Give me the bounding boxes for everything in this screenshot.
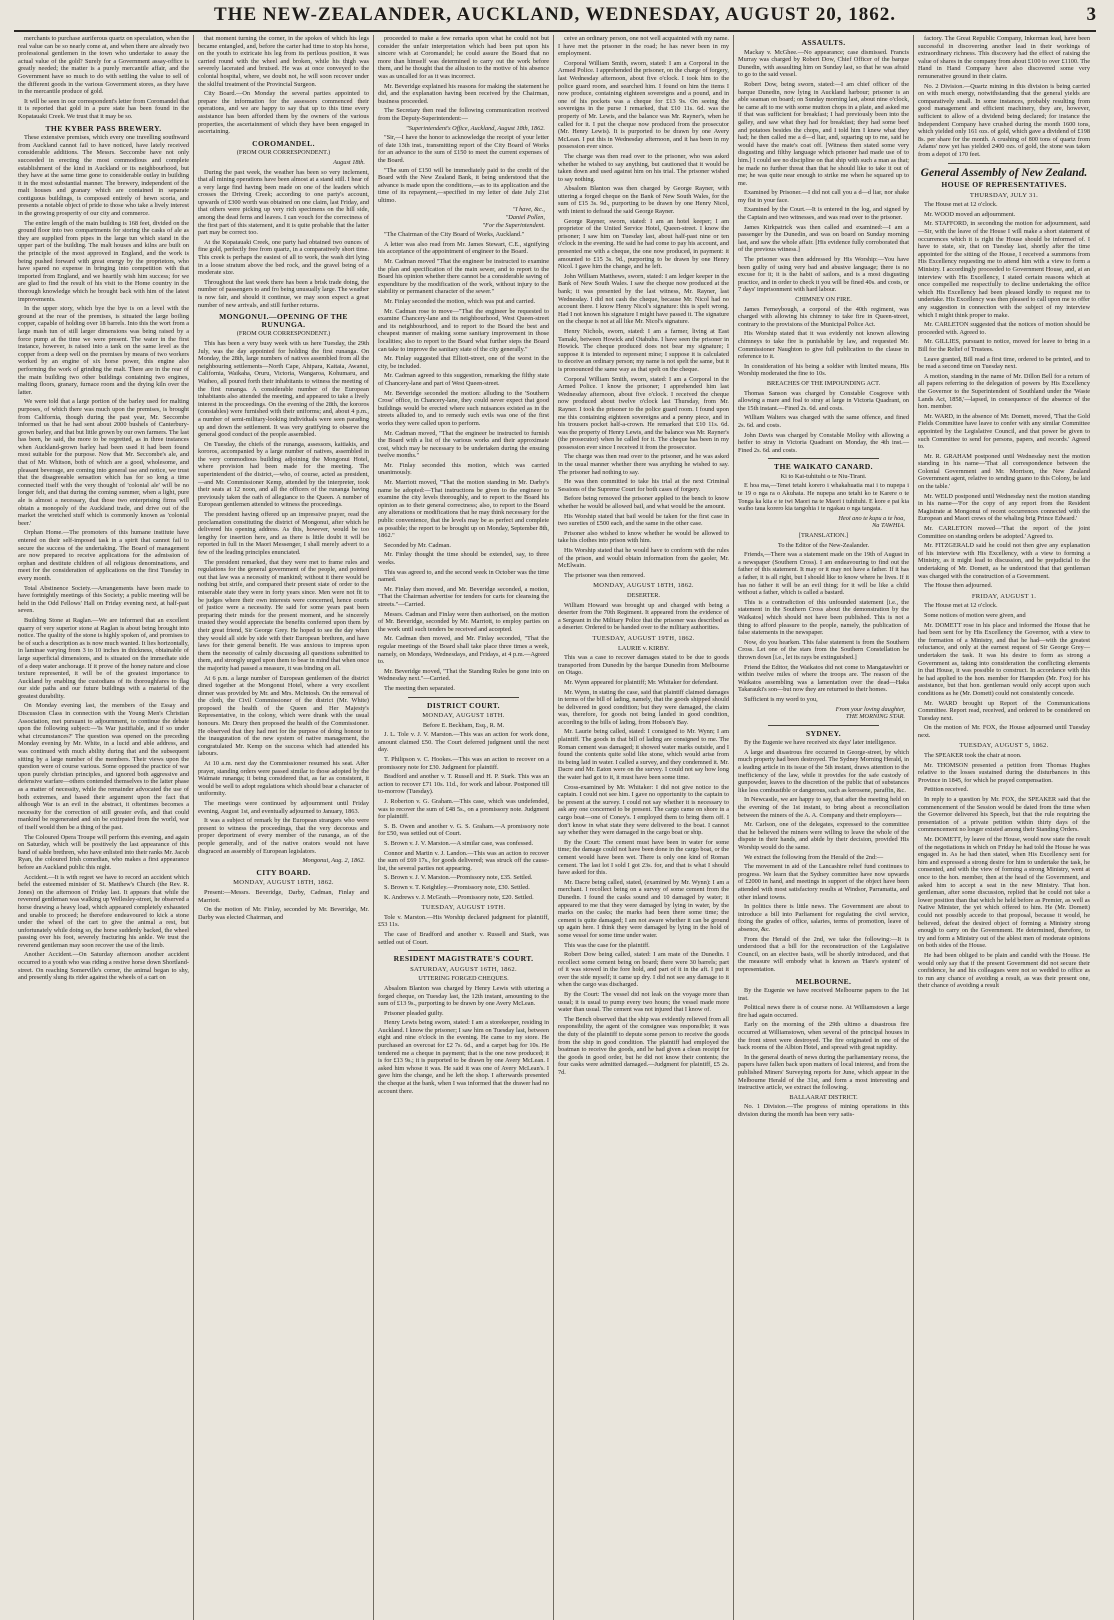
sub-heading: (FROM OUR CORRESPONDENT.) <box>236 330 331 338</box>
article-paragraph: Absalom Blanton was then charged by George Rayner, with uttering a forged cheque on the Bank of New South Wales, for the sum of £15 3s. 9d., purporting to be drawn by one Henry Nicol, with intent to defraud the said George Rayner. <box>558 185 729 216</box>
article-paragraph: John Davis was charged by Constable Molloy with allowing a heifer to stray in Victoria Quadrant on Monday, the 4th inst.—Fined 2s. 6d. and costs. <box>738 431 909 454</box>
signature-line: Heoi ano te kupu a te hoa, Na TAWHIA. <box>838 514 905 530</box>
article-paragraph: He had been obliged to be plain and candid with the House. He would only say that if the present Government did not secure their confidence, he and his colleagues were not so wedded to office as to run any chance of avoiding a result, as was their present one, their chance of avoiding a result <box>918 951 1090 990</box>
section-heading: COROMANDEL. <box>252 138 315 148</box>
article-paragraph: At 10 a.m. next day the Commissioner resumed his seat. After prayer, standing orders were passed similar to those adopted by the Waimate runanga; it being considered that, as far as consistent, it would be well to adopt regulations which should bear a character of uniformity. <box>198 760 369 798</box>
article-paragraph: "The Chairman of the City Board of Works, Auckland." <box>384 231 525 239</box>
article-paragraph: Mr. Carlson, one of the delegates, expressed to the committee that he believed the miners were willing to leave the whole of the dispute in their hands, and abide by their decision, provided His Worship would do the same. <box>738 821 909 851</box>
article-paragraph: Mr. GILLIES, pursuant to notice, moved for leave to bring in a Bill for the Relief of Trustees. <box>918 338 1090 353</box>
article-paragraph: City Board.—On Monday the several parties appointed to prepare the information for the assessors commenced their operations, and we are happy to say that up to this time every assistance has been afforded them by the owners of the various properties, the ascertainment of which they have been engaged in ascertaining. <box>198 90 369 136</box>
article-paragraph: Political news there is of course none. At Williamstown a large fire had again occurred. <box>738 1004 909 1019</box>
article-paragraph: Mr. CARLETON suggested that the notices of motion should be proceeded with. Agreed to. <box>918 321 1090 336</box>
article-paragraph: At the Kopatauaki Creek, one party had obtained two ounces of fine gold, perfectly free from quartz, in a comparatively short time. This creek is perhaps the easiest of all to work, the wash dirt lying in a loose stratum above the bed rock, and the gravel being of a moderate size. <box>198 238 369 277</box>
article-paragraph: Bradford and another v. T. Russell and H. P. Stark. This was an action to recover £71 10s. 11d., for work and labour. Postponed till to-morrow (Tuesday). <box>378 773 549 796</box>
article-paragraph: J. L. Tole v. J. V. Marston.—This was an action for work done, amount claimed £50. The Court deferred judgment until the next day. <box>378 731 549 754</box>
article-paragraph: His Worship stated that bail would be taken for the first case in two sureties of £500 each, and the same in the other case. <box>558 512 729 528</box>
article-paragraph: This was the case for the plaintiff. <box>564 941 650 949</box>
article-paragraph: On the motion of Mr. FOX, the House adjourned until Tuesday next. <box>918 724 1090 739</box>
article-paragraph: Mr. WARD, in the absence of Mr. Domett, moved, 'That the Gold Fields Committee have leave to confer with any similar Committee appointed by the Legislative Council, and that power be given to such Committee to send for persons, papers, and records.' Agreed to. <box>918 412 1090 451</box>
article-paragraph: At 6 p.m. a large number of European gentlemen of the district dined together at the Mongonui Hotel, where a very excellent dinner was provided by Mr. and Mrs. McIntosh. On the removal of the cloth, the Civil Commissioner of the district (Mr. White) proposed the health of the Queen and Her Majesty's Representative, in the colony, which were drank with the usual honours. Mr. Drury then proposed the health of the Commissioner. He observed that they had met for the purpose of doing honour to the inauguration of the new system of native management, the congratulated Mr. Kemp on the success which had attended his labours. <box>198 674 369 758</box>
article-paragraph: This has been a very busy week with us here Tuesday, the 29th July, was the day appointed for holding the first runanga. On Monday, the 28th, large numbers of natives assembled from all the neighbouring settlements—North Cape, Ahipara, Kaitaia, Awanui, California, Waikaha, Oruru, Victoria, Wangaroa, Kohumaru, and Waiheo, all poured forth their inhabitants to witness the meeting of the first runanga. A considerable number of the European inhabitants also attended the meeting, and appeared to take a lively interest in the proceedings. On the evening of the 28th, the kororos (constables) were furnished with their uniforms; and, about 4 p.m., a number of semi-military-looking individuals were seen parading up and down the settlement. It was very gratifying to observe the general good conduct of the people assembled. <box>198 339 369 439</box>
article-paragraph: William Howard was brought up and charged with being a deserter from the 70th Regiment. It appeared from the evidence of a Sergeant in the Military Police that the prisoner was described as a deserter. Ordered to be handed over to the military authorities. <box>558 601 729 632</box>
article-paragraph: Seconded by Mr. Cadman. <box>384 541 451 549</box>
article-paragraph: Mr. Cadman then moved, and Mr. Finlay seconded, "That the regular meetings of the Board shall take place three times a week, namely, on Mondays, Wednesdays, and Fridays, at 4 p.m.—Agreed to. <box>378 635 549 666</box>
article-paragraph: Corporal William Smith, sworn, stated: I am a Corporal in the Armed Police. I apprehended the prisoner, on the charge of forgery, last Wednesday afternoon, about five o'clock. I took him to the police guard room, and searched him. I found on him the items I now produce, containing eighteen sovereigns and a pound, and in one of his pockets was a cheque for £13 9s. On seeing the sovereigns in the purse I remarked, that £10 11s. 6d. was the property of Mr. Lewis, and the balance was Mr. Rayner's, when he called for it. I put the cheque now produced from the prosecutor (Mr. Henry Lewis). It is purported to be drawn by one Avery McLean. I put this in Wednesday afternoon, and it has been in my possession ever since. <box>558 59 729 151</box>
article-paragraph: Total Abstinence Society.—Arrangements have been made to have fortnightly meetings of this Society; a public meeting will be held in the Odd Fellows' Hall on Friday evening next, at half-past seven. <box>18 584 189 615</box>
article-paragraph: Mr. CARLETON moved—'That the report of the joint Committee on standing orders be adopted.' Agreed to. <box>918 525 1090 540</box>
article-paragraph: Mr. THOMSON presented a petition from Thomas Hughes relative to the losses sustained during the disturbances in this Province in 1845, for which he prayed compensation. <box>918 761 1090 784</box>
article-paragraph: A letter was also read from Mr. James Stewart, C.E., signifying his acceptance of the appointment of engineer to the Board. <box>378 240 549 256</box>
signature-line: From your loving daughter, THE MORNING STAR. <box>835 705 905 721</box>
article-paragraph: In Newcastle, we are happy to say, that after the meeting held on the evening of the 1st instant, to bring about a reconciliation between the miners of the A. A. Company and their employers— <box>738 796 909 819</box>
article-paragraph: The meetings were continued by adjournment until Friday evening, August 1st, and eventually adjourned to January, 1863. <box>198 800 369 815</box>
article-paragraph: that moment turning the corner, in the spokes of which his legs became entangled, and, before the carter had time to stop his horse, on the youth to extricate his leg from its perilous position, it was carried round with the wheel and broken, while his thigh was severely lacerated and bruised. He was at once conveyed to the colonial hospital, where, we doubt not, he will soon recover under the skilful treatment of the Provincial Surgeon. <box>198 35 369 88</box>
article-paragraph: Mr. Finlay then moved, and Mr. Beveridge seconded, a motion, "That the Chairman advertise for tenders for carts for cleansing the streets."—Carried. <box>378 585 549 608</box>
article-paragraph: The case of Bradford and another v. Russell and Stark, was settled out of Court. <box>378 930 549 946</box>
article-paragraph: Cross-examined by Mr. Whitaker: I did not give notice to the captain. I could not see him. I gave no opportunity to the captain to be present at the survey. I could not say whether it is necessary to ask any one concerned to be present. The cargo came on shore in a cargo boat—one of Coney's. I employed them to bring them off. I don't know in what state they were delivered to the boat. I cannot say whether they were damaged in the cargo boat or ship. <box>558 783 729 837</box>
article-paragraph: Mr. Finlay thought the time should be extended, say, to three weeks. <box>378 551 549 566</box>
article-paragraph: "The sum of £150 will be immediately paid to the credit of the Board with the New Zealand Bank, it being understood that the advance is made upon the conditions,—as to its application and the time of its repayment,—specified in my letter of date July 21st ultimo. <box>378 166 549 204</box>
article-paragraph: In politics there is little news. The Government are about to introduce a bill into Parliament for regulating the civil service, fixing the grades of office, salaries, terms of promotion, leave of absence, &c. <box>738 903 909 933</box>
article-paragraph: Mr. Finlay suggested that Elliott-street, one of the worst in the city, be included. <box>378 355 549 370</box>
article-paragraph: Mr. WARD brought up Report of the Communications Committee. Report read, received, and ordered to be considered on Tuesday next. <box>918 699 1090 722</box>
article-paragraph: This is a contradiction of this unfounded statement [i.e., the statement in the Southern Cross about the demonstration by the Waikatos] which should not have been published. This is not a thing to afford pleasure to the people, namely, the publication of false statements in the newspaper. <box>738 598 909 637</box>
article-paragraph: Now, do you hearken. This false statement is from the Southern Cross. Let one of the stars from the Southern Constellation be thrown down [i.e., let its rays be extinguished.] <box>738 638 909 661</box>
article-paragraph: William Walters was charged with the same offence, and fined 2s. 6d. and costs. <box>738 414 909 429</box>
column-2 <box>194 35 374 1620</box>
article-paragraph: The prisoner was then removed. <box>564 571 645 579</box>
article-paragraph: James Ferneybough, a corporal of the 40th regiment, was charged with allowing his chimney to take fire in Queen-street, contrary to the provisions of the Municipal Police Act. <box>738 305 909 328</box>
article-paragraph: Mr. Cadman agreed to this suggestion, remarking the filthy state of Chancery-lane and part of West Queen-street. <box>378 372 549 387</box>
article-paragraph: S. Brown v. T. Keightley.—Promissory note, £30. Settled. <box>384 883 530 891</box>
article-paragraph: By the Court: The cement must have been in water for some time; the damage could not have been done in the cargo boat, or the cement would have been wet. There is only one kind of Roman cement. The last lot I sold I got 23s. for, and that is what I should have asked for this. <box>558 838 729 877</box>
article-paragraph: Messrs. Cadman and Finlay were then authorised, on the motion of Mr. Beveridge, seconded by Mr. Marriott, to employ parties on the work until such tenders be received and accepted. <box>378 610 549 633</box>
section-heading: CITY BOARD. <box>256 867 311 877</box>
newspaper-title: THE NEW-ZEALANDER, AUCKLAND, WEDNESDAY, AUGUST 20, 1862. <box>214 4 896 25</box>
article-paragraph: The prisoner was then addressed by His Worship:—You have been guilty of using very bad and abusive language; there is no excuse for it; it is the habit of sailors, and is a most disgusting practice, and in order to check it you will be fined 40s. and costs, or 7 days' imprisonment with hard labour. <box>738 256 909 294</box>
date-line: SATURDAY, AUGUST 16TH, 1862. <box>410 965 517 973</box>
page-number: 3 <box>1086 4 1096 25</box>
article-paragraph: S. B. Owen and another v. G. S. Graham.—A promissory note for £50, was settled out of Court. <box>378 822 549 838</box>
column-6 <box>914 35 1094 1620</box>
article-paragraph: His Worship stated that it was evidently not known allowing chimneys to take fire is punishable by law, and requested Mr. Commissioner Naughton to give full publication to the clause in reference to it. <box>738 330 909 361</box>
date-line: MONDAY, AUGUST 18TH, 1862. <box>233 879 334 887</box>
date-line: MONDAY, AUGUST 18TH. <box>422 712 505 720</box>
article-paragraph: A large and disastrous fire occurred in George-street, by which much property had been destroyed. The Sydney Morning Herald, in a leading article in its issue of the 5th instant, draws attention to the inefficiency of the law, while it provides for the safe custody of gunpowder, leaves to the discretion of the public that of substances like less combustible or dangerous, such as kerosene, paraffin, &c. <box>738 748 909 794</box>
column-1 <box>14 35 194 1620</box>
article-paragraph: Mr. DOMETT, by leave of the House, would now state the result of the negotiations in which on Friday he had told the House he was engaged in. As he had then stated, when His Excellency sent for him and expressed a strong desire for him to undertake the task, he consented, and with the view of forming a strong Ministry, went at once to the hon. member, then at the head of the Government, and asked him to accept a seat in the new Ministry. That hon. gentleman, after some discussion, replied that he could not take a lower position than that which he held before as Premier, as well as Native Minister, the yet which offered to him. He (Mr. Domett) could not possibly accede to that proposal, because it would, he believed, defeat the desired object of forming a Ministry strong enough to carry on the Government. He determined, therefore, to try and form a Ministry out of the ablest men of moderate opinions on both sides of the House. <box>918 836 1090 950</box>
article-paragraph: Mr. Beveridge explained his reasons for making the statement he did, and the explanation having been received by the Chairman, business proceeded. <box>378 82 549 105</box>
article-paragraph: "Sir,—I have the honor to acknowledge the receipt of your letter of date 13th inst., transmitting report of the City Board of Works for an advance to the sum of £150 to meet the current expenses of the Board. <box>378 134 549 164</box>
separator-rule <box>948 163 1060 164</box>
article-paragraph: It was a subject of remark by the European strangers who were present to witness the proceedings, that the very decorous and proper deportment of every member of the runanga, as of the people generally, and of the native orators would not have disgraced an assembly of European legislators. <box>198 817 369 855</box>
article-paragraph: Orphan Home.—The promoters of this humane institute have entered on their self-imposed task in a spirit that cannot fail to secure the success of the undertaking. The Board of management are now prepared to receive applications for the admission of orphan and destitute children of all religious denominations, and meet for the consideration of applications on the first Tuesday in every month. <box>18 529 189 582</box>
article-paragraph: We extract the following from the Herald of the 2nd:— <box>744 853 884 861</box>
article-paragraph: During the past week, the weather has been so very inclement, that all mining operations have been almost at a stand still. I hear of a very large find having been made on one of the leaders which crosses the Driving Creek; according to one party's account, upwards of £300 worth was obtained on one claim, last Friday, and that others were picking up very rich specimens on the hill side, among the dead ferns and leaves. I can vouch for the correctness of the first part of this statement, and it is quite probable that the latter part may be correct too. <box>198 168 369 237</box>
article-paragraph: Thomas Sanson was charged by Constable Cosgrove with allowing a mare and foal to stray at large in Victoria Quadrant, on the 15th instant.—Fined 2s. 6d. and costs. <box>738 389 909 412</box>
sub-heading: DESERTER. <box>626 591 661 599</box>
date-line: MONDAY, AUGUST 18TH, 1862. <box>593 582 694 590</box>
article-paragraph: From the Herald of the 2nd, we take the following:—It is understood that a bill for the reconstruction of the Legislative Council, on an elective basis, will be shortly introduced, and that the measure will embody what is known as 'Hare's system' of representation. <box>738 935 909 973</box>
sub-heading: BREACHES OF THE IMPOUNDING ACT. <box>766 379 881 387</box>
article-paragraph: J. Roberton v. G. Graham.—This case, which was undefended, was to recover the sum of £48 5s., on a promissory note. Judgment for plaintiff. <box>378 798 549 821</box>
article-paragraph: In consideration of his being a soldier with limited means, His Worship moderated the fine to 10s. <box>738 362 909 378</box>
article-paragraph: He was then committed to take his trial at the next Criminal Sessions of the Supreme Court for both cases of forgery. <box>558 478 729 493</box>
date-line: TUESDAY, AUGUST 19TH. <box>421 904 506 912</box>
article-paragraph: Friend the Editor, the Waikatos did not come to Mangatawhiri or within twelve miles of where the troops are. The reason of the Waikatos assembling was a lamentation over the dead—Haka Takarauki's son—but now they are returned to their homes. <box>738 663 909 694</box>
section-heading: DISTRICT COURT. <box>427 700 500 710</box>
article-paragraph: Corporal William Smith, sworn, stated: I am a Corporal in the Armed Police. I know the prisoner; I apprehended him last Wednesday afternoon, about five o'clock. I received the cheque now produced about twelve o'clock last Thursday, from Mr. Rayner. I took the prisoner to the police guard room. I found upon me this containing eighteen sovereigns and a penny piece, and in his trousers pocket half-a-crown. He remarked that £10 11s. 6d. was the property of Henry Lewis, and the balance was Mr. Rayner's (the prosecutor) when he called for it. The cheque has been in my possession ever since I received it from the prosecutor. <box>558 375 729 451</box>
sub-heading: UTTERING FORGED CHEQUES. <box>418 975 509 983</box>
date-line: FRIDAY, AUGUST 1. <box>971 592 1037 600</box>
article-paragraph: Mr. Laurie being called, stated: I consigned to Mr. Wynn; I am plaintiff. The goods in that bill of lading are consigned to me. The Roman cement was damaged; it showed water marks outside, and I found the contents quite solid like stone, which would arise from its being laid in water. I called a survey, and they condemned it. Mr. Dacre and Mr. Eaton were on the survey. I could not say how long the water had got to it, it must have been some time. <box>558 728 729 782</box>
article-paragraph: Mr. WOOD moved an adjournment. <box>924 210 1016 218</box>
article-paragraph: In reply to a question by Mr. FOX, the SPEAKER said that the commencement of the Session would be dated from the time when the Governor delivered his Speech, but that the rule requiring the presentation of a private petition within thirty days of the commencement no longer existed among their Standing Orders. <box>918 796 1090 834</box>
section-heading: SYDNEY. <box>805 728 842 738</box>
separator-rule <box>768 725 879 726</box>
sub-heading: BALLAARAT DISTRICT. <box>789 1093 858 1101</box>
column-4 <box>554 35 734 1620</box>
article-paragraph: The charge was then read over to the prisoner, and he was asked in the usual manner whether there was anything he wished to say. The prisoner had nothing to say. <box>558 453 729 476</box>
sub-heading: Ki to Kai-tuhituhi o te Niu-Tirani. <box>780 472 867 480</box>
section-heading: THE KYBER PASS BREWERY. <box>45 123 162 133</box>
article-paragraph: The Secretary then read the following communication received from the Deputy-Superintendent:— <box>378 107 549 122</box>
section-heading: THE WAIKATO CANARD. <box>774 462 873 472</box>
article-paragraph: Mr. Cadman moved "That the engineer be instructed to examine the plan and specification of the main sewer, and to report to the Board his opinion whether there cannot be a considerable saving of expenditure by the modification of the work, without injury to the stability or permanent character of the sewer." <box>378 258 549 296</box>
article-paragraph: The entire length of the main building is 168 feet, divided on the ground floor into two compartments for storing the casks of ale as they are supplied from pipes in the large tun which stand in the upper part of the building. The malt houses and kilns are built on the principle of the most approved in England, and the work is being pushed forward with great energy by the proprietors, who have spared no expense in bringing into competition with that imported from England, and we heartily wish him success; for we are glad to find the result of his visit to the Home country in the thorough knowledge which he brought back with him of the latest improvements. <box>18 219 189 303</box>
article-paragraph: Mr. Cadman moved, "That the engineer be instructed to furnish the Board with a list of the various works and their approximate cost, which may be necessary to be undertaken during the ensuing twelve months." <box>378 429 549 460</box>
column-5 <box>734 35 914 1620</box>
article-paragraph: K. Andrews v. J. McGrath.—Promissory note, £20. Settled. <box>384 893 534 901</box>
article-paragraph: A motion, standing in the name of Mr. Dillon Bell for a return of all papers referring to the delegation of powers by His Excellency the Governor to the Superintendent of Southland under the 'Waste Lands Act, 1858,'—lapsed, in consequence of the absence of the hon. member. <box>918 372 1090 411</box>
section-heading: ASSAULTS. <box>801 38 846 47</box>
sub-heading: LAURIE v. KIRBY. <box>618 644 669 652</box>
article-paragraph: On Tuesday, the chiefs of the runanga, assessors, kaitiakis, and kororos, accompanied by a large number of natives, assembled in the very commodious building adjoining the Mongonui Hotel, where provision had been made for the meeting. The superintendent of the district,—who, of course, acted as president,—and Mr. Commissioner Kemp, attended by the interpreter, took their seats at 12 noon, and all the officers of the runanga having previously taken the oath of allegiance to the Queen. A number of European gentlemen attended to witness the proceedings. <box>198 440 369 509</box>
separator-rule <box>408 950 519 951</box>
article-paragraph: Mr. Beveridge moved, "That the Standing Rules be gone into on Wednesday next."—Carried. <box>378 667 549 683</box>
signature-line: Mongonui, Aug. 2, 1862. <box>302 857 365 865</box>
article-paragraph: By the Eugenie we have received six days' later intelligence. <box>744 739 897 747</box>
sub-heading: CHIMNEY ON FIRE. <box>795 296 852 303</box>
article-paragraph: The SPEAKER took the chair at noon. <box>924 752 1022 760</box>
article-paragraph: Present:—Messrs. Beveridge, Darby, Cadman, Finlay and Marriott. <box>198 888 369 904</box>
article-paragraph: Examined by the Court.—It is entered in the log, and signed by the Captain and two witnesses, and was read over to the prisoner. <box>738 206 909 222</box>
article-paragraph: Mr. Wynn appeared for plaintiff; Mr. Whitaker for defendant. <box>564 678 719 686</box>
article-paragraph: Throughout the last week there has been a brisk trade doing, the number of passengers to and fro being unusually large. The weather is now fair, and should it continue, we may soon expect a great number of new arrivals, and still further returns. <box>198 278 369 309</box>
article-paragraph: Mr. FITZGERALD said he could not then give any explanation of his interview with His Excellency, with a view to forming a Ministry, as it might lead to discussion, and be prejudicial to the undertaking of Mr. Domett, as he understood that that gentleman was charged with the construction of a Government. <box>918 542 1090 580</box>
article-paragraph: E hoa ma,—Tenei tetahi korero i whakahuatia mai i to nupepa i te 19 o nga ra o Akuhata. He nupepa ano tetahi ko te Karere o te Tonga ka kiia e te iwi Maori na te Maori i tuhituhi. E kore e pai kia waiho taua korero kia tangohia i te ngakau o nga tangata. <box>738 482 909 513</box>
article-paragraph: Another Accident.—On Saturday afternoon another accident occurred to a youth who was riding a restive horse down Shortland-street. On reaching Somerville's corner, the animal began to shy, and presently slung its rider against the wheels of a cart on <box>18 951 189 982</box>
separator-rule <box>408 697 519 698</box>
article-paragraph: James Kirkpatrick was then called and examined:—I am a passenger by the Dunedin, and was on board on Sunday morning last, and saw the whole affair. [His evidence fully corroborated that of the previous witness.] <box>738 223 909 254</box>
article-paragraph: Before being removed the prisoner applied to the bench to know whether he would be allowed bail, and what would be the amount. <box>558 495 729 511</box>
article-paragraph: Mr. Finlay seconded the motion, which was put and carried. <box>384 298 536 305</box>
sub-heading: [TRANSLATION.] <box>798 532 849 540</box>
article-paragraph: Mr. Dacre being called, stated, (examined by Mr. Wynn): I am a merchant. I recollect being on a survey of some cement from the Dunedin. I found the casks sound and 10 damaged by water; it appeared to me that they were damaged by lying in water, by the marks on the casks; the marks had been there some time; the cement is quite damaged; I am not aware whether it can be ground up again here. I think they were damaged by lying in the hold of some vessel for some time under water. <box>558 878 729 939</box>
signature-line: "Superintendent's Office, Auckland, August 18th, 1862. <box>406 124 545 132</box>
article-paragraph: Prisoner also wished to know whether he would be allowed to take his clothes into prison with him. <box>558 529 729 545</box>
article-paragraph: The House met at 12 o'clock. <box>924 602 998 610</box>
date-line: THURSDAY, JULY 31. <box>969 191 1039 199</box>
article-paragraph: Mr. WELD postponed until Wednesday next the motion standing in his name—'For the copy of any report from the Resident Magistrate at Mongonui of recent occurrences connected with the European and Maori crews of the whaling brig Prince Edward.' <box>918 492 1090 523</box>
article-paragraph: The president having offered up an impressive prayer, read the proclamation constituting the district of Mongonui, after which he delivered his opening address. As this, however, would be too lengthy for insertion here, and as there is little doubt it will be reported in full in the Maori Messenger, I shall merely advert to a few of the leading principles enunciated. <box>198 511 369 556</box>
article-paragraph: Accident.—It is with regret we have to record an accident which befel the esteemed minister of St. Matthew's Church (the Rev. R. Jones) on the afternoon of Friday last. It appears that while the reverend gentleman was walking up Wellesley-street, he observed a horse drawing a heavy load, which appeared completely exhausted and unable to proceed; he therefore endeavoured to kick a stone under the wheel of the cart to give the animal a rest, but unfortunately while doing so, the horse suddenly backed, the wheel passing over his foot, severely fracturing his ankle. We trust the reverend gentleman may soon recover the use of the limb. <box>18 873 189 949</box>
signature-line: August 18th. <box>333 158 365 166</box>
article-paragraph: Mr. STAFFORD, in seconding the motion for adjournment, said—Sir, with the leave of the House I will make a short statement of occurrences which it is right the House should be informed of. I have to state, sir, that on Tuesday last, shortly after the time appointed for the sitting of the House, I received a summons from His Excellency requesting me to attend him with a view to form a Ministry. I accordingly proceeded to Government House, and, at an interview with His Excellency, I stated certain reasons which at once compelled me respectfully to decline undertaking the office which His Excellency had been pleased kindly to request me to undertake. His Excellency was then pleased to call upon me to offer any suggestion in connection with the subject of my interview which I might think proper to make. <box>918 220 1090 319</box>
article-paragraph: Early on the morning of the 29th ultimo a disastrous fire occurred at Williamstown, when several of the principal houses in the front street were destroyed. The fire originated in one of the back rooms of the Albion Hotel, and spread with great rapidity. <box>738 1021 909 1052</box>
article-paragraph: It will be seen in our correspondent's letter from Coromandel that it is reported that gold in a pure state has been found in the Kopatauaki Creek. We trust that it may be so. <box>18 97 189 120</box>
article-paragraph: Robert Dow, being sworn, stated:—I am chief officer of the barque Dunedin, now lying in Auckland harbour; prisoner is an able seaman on board; on Sunday morning last, about nine o'clock, he came aft to me with some mutton chops in a plate, and asked me if that was sufficient for breakfast; I had previously been into the galley, and saw what they had for breakfast; they had some beef and potatoes besides the chops, and I told him I knew what they had; he then called me a d—d liar, and, squaring up to me, said he would have the mate's coat off. [Witness then stated some very disgusting and filthy language which prisoner had made use of to him.] I could see no discipline on that ship with such a man as that; he made no further threat than that he should like to take it out of me; he was quite near enough to strike me when he squared up to me. <box>738 80 909 187</box>
article-paragraph: His Worship stated that he would have to conform with the rules of the prison, and would obtain information from the gaoler, Mr. McElwain. <box>558 547 729 570</box>
article-paragraph: Henry Lewis being sworn, stated: I am a storekeeper, residing in Auckland. I know the prisoner; I saw him on Tuesday last, between eight and nine o'clock in the evening. He came to my store. He purchased an overcoat for £2 7s. 6d., and a carpet bag for 10s. He tendered me a cheque in payment; that is the one now produced; it is for £13 9s.; it is purported to be drawn by one Avery McLean. I asked him whose it was. He said it was one of Avery McLean's. I gave him the change, and he left the shop. I afterwards presented the cheque at the bank, when I was informed that the drawer had no account there. <box>378 1019 549 1095</box>
article-paragraph: By the Court: The vessel did not leak on the voyage more than usual; it is usual to pump every two hours; the vessel made more water than usual. The cement was not injured that I know of. <box>558 991 729 1014</box>
article-paragraph: George Rayner, sworn, stated: I am an hotel keeper; I am proprietor of the United Service Hotel, Queen-street. I know the prisoner; I saw him on Tuesday last, about half-past nine or ten o'clock in the evening. He said he had come to pay his account, and presented me with a cheque, the one now produced, in payment: it amounted to £15 3s. 9d., purporting to be drawn by one Henry Nicol. I gave him the change, and he left. <box>558 217 729 271</box>
column-3 <box>374 35 554 1620</box>
sub-heading: Before E. Beckham, Esq., R. M. <box>422 721 505 729</box>
section-heading: HOUSE OF REPRESENTATIVES. <box>941 180 1067 190</box>
section-heading: MELBOURNE. <box>795 976 852 986</box>
article-paragraph: Absalom Blanton was charged by Henry Lewis with uttering a forged cheque, on Tuesday last, the 12th instant, amounting to the sum of £13 9s., purporting to be drawn by one Avery McLean. <box>378 984 549 1008</box>
signature-line: "I have, &c., "Daniel Pollen, "For the Superintendent. <box>482 206 545 229</box>
article-paragraph: ceive an ordinary person, one not well acquainted with my name. I have met the prisoner in the road; he has never been in my employment. <box>558 35 729 58</box>
article-paragraph: Connor and Martin v. J. Landon.—This was an action to recover the sum of £69 17s., for goods delivered; was struck off the cause-list, the several parties not appearing. <box>378 849 549 872</box>
article-paragraph: S. Brown v. J. V. Marston.—A similar case, was confessed. <box>384 840 534 847</box>
article-paragraph: merchants to purchase auriferous quartz on speculation, when the real value can be so nearly come at, and when there are already two professional gentlemen in the town who undertake to assay the actual value of the gold? Surely for a Government assay-office is greatly needed; the matter is a purely mercantile affair, and the Government have so much to do with settling the value to sell of the different goods in the various Government stores, as they have in the mercantile produce of gold. <box>18 35 189 96</box>
article-paragraph: Mr. DOMETT rose in his place and informed the House that he had been sent for by His Excellency the Governor, with a view to the formation of a Ministry, and that he had—with the greatest reluctance, and only at the earnest request of Sir George Grey—undertaken the task. It was his desire to form as strong a Government as, taking into consideration the conflicting elements in that House, it was possible to construct. In accordance with this he had applied to the hon. member for Hampden (Mr. Fox) for his assistance, but that hon. gentleman would only accept upon such conditions as he (Mr. Domett) could not consistently concede. <box>918 621 1090 697</box>
article-paragraph: These extensive premises, which every one travelling southward from Auckland cannot fail to have noticed, have lately received considerable additions. The Messrs. Seccombe have not only succeeded in erecting the most commodious and complete establishment of the kind in Auckland or its neighbourhood, but they have at the same time gone to considerable outlay in building it in the most substantial manner. The brewery, independent of the malt houses and granary which are contained in separate contiguous buildings, is composed entirely of hewn scoria, and presents a notable object of pride to those who take a lively interest in the growing prosperity of our city and commerce. <box>18 134 189 218</box>
article-paragraph: Building Stone at Raglan.—We are informed that an excellent quarry of very superior stone at Raglan is about being brought into notice. The quality of the stone is highly spoken of, and promises to be of such a description as is now much wanted. It lies horizontally, in laminae varying from 3 to 10 inches in thickness, obtainable of large superficial dimensions, and is situated on the immediate side of a deep water anchorage. If it prove of the honey nature and close texture represented, it will be of the greatest importance to Auckland by enabling the custodians of its thoroughfares to flag our side paths and our future buildings with a material of the greatest durability. <box>18 616 189 700</box>
columns-container <box>14 35 1096 1620</box>
article-paragraph: This was agreed to, and the second week in October was the time named. <box>378 568 549 584</box>
masthead <box>14 4 1096 32</box>
article-paragraph: Friends,—There was a statement made on the 19th of August in a newspaper (Southern Cross). I am endeavouring to find out the father of this statement. It may or it may not have a father. If it has a father, it is all right, but I should like to know where he lives. If it has no father it will be an evil thing; for it will be like a child without a father, which is called a bastard. <box>738 551 909 597</box>
article-paragraph: Examined by Prisoner.—I did not call you a d—d liar, nor shake my fist in your face. <box>738 189 909 204</box>
article-paragraph: Mr. Beveridge seconded the motion: alluding to the 'Southern Cross' office, in Chancery-lane, they could never expect that good buildings would be erected where such nuisances existed as in the streets alluded to, and to remedy such evils was one of the first works they were called upon to perform. <box>378 389 549 427</box>
article-paragraph: We were told that a large portion of the barley used for malting purposes, of which there was much upon the premises, is brought from California, though during the past year, Mr. Seccombe informed us that he had sent about 2000 bushels of Canterbury-grown barley, and that but little grown by our own farmers. The last has been, he said, the more to be regretted, as in three instances when Auckland-grown barley had been used it had been found most suitable for the purpose. Now that Mr. Seccombe's ale, and that of Mr. Whitson, both of which are a good, wholesome, and pleasant beverage, are coming into general use and notice, we trust that the disagreeable sensation which has for so long a time connected itself with the very thought of 'colonial ale' will be no longer felt, and that during the coming summer, when a light, pure ale is almost a necessary, that those two enterprising firms will obtain a monopoly of the Auckland trade, and drive out of the market the wretched stuff which is commonly known as 'colonial beer.' <box>18 398 189 527</box>
article-paragraph: proceeded to make a few remarks upon what he could not but consider the unfair interpretation which had been put upon his sincere wish at Coromandel; he could assure the Board that no more than himself was determined to carry out the work before them, and he thought that the allusion to the motive of his absence was as uncalled for as it was incorrect. <box>378 35 549 80</box>
article-paragraph: No. 1 Division.—The progress of mining operations in this division during the month has been very satis- <box>738 1103 909 1118</box>
date-line: TUESDAY, AUGUST 19TH, 1862. <box>592 634 695 642</box>
article-paragraph: No. 2 Division.—Quartz mining in this division is being carried on with much energy, notwithstanding that the general yields are comparatively small. In some instances, probably resulting from good management and efficient machinery, they are, however, sufficient to allow of a dividend being declared; for instance the Independent Company have crushed during the month 1600 tons, which yielded only 161 ozs. of gold, which gave a dividend of £198 8s. per share for the month. A crushing of 800 tons of quartz from Adams' now yet has yielded 2400 ozs. of gold, the stone was taken from a depot of 170 feet. <box>918 82 1090 158</box>
article-paragraph: Petition received. <box>924 786 969 794</box>
article-paragraph: Prisoner pleaded guilty. <box>384 1009 444 1017</box>
article-paragraph: Tole v. Marston.—His Worship declared judgment for plaintiff, £53 11s. <box>378 913 549 929</box>
article-paragraph: The president remarked, that they were met to frame rules and regulations for the general government of the people, and pointed out that law was a necessity of mankind; without it there would be nothing but strife, and compared their present state of order to the miserable state they were in forty years since. Men were not fit to be judges where their own interests were concerned, hence courts of justice were a necessity. He said for some years past been preparing their minds for the present moment, and he sincerely trusted they would appreciate the benefits conferred upon them by their great friend, Sir George Grey. He hoped to see the day when they would all side by side with their European brethren, and have laws for their general benefit. He was anxious to impress upon them the necessity of calmly discussing all questions submitted to them, and strongly urged upon them to bear in mind that when once the majority had passed a measure, it was binding on all. <box>198 558 369 672</box>
article-paragraph: Leave granted, Bill read a first time, ordered to be printed, and to be read a second time on Tuesday next. <box>918 355 1090 371</box>
article-paragraph: This was a case to recover damages stated to be due to goods transported from Dunedin by the barque Dunedin from Melbourne on Otago. <box>558 654 729 677</box>
article-paragraph: The Bench observed that the ship was evidently relieved from all responsibility, the agent of the consignee was responsible; it was the duty of the plaintiff to depute some person to receive the goods from the ship in good condition. The plaintiff had employed the boatman to receive the goods, and he had given a clean receipt for the goods in good order, but he did not know their contents; the four casks were admitted damaged.—Judgment for plaintiff, £5 2s. 7d. <box>558 1015 729 1076</box>
article-paragraph: Robert Dow being called, stated: I am mate of the Dunedin. I recollect some cement being on board; there were 30 barrels; part of it was stowed in the fore hold, and part of it in the aft. I put it over the side myself; it came up dry. I did not see any damage to it when the cargo was discharged. <box>558 951 729 989</box>
article-paragraph: Mr. Wynn, in stating the case, said that plaintiff claimed damages in terms of the bill of lading, namely, that the goods shipped should be delivered in good condition; but they were damaged, the claim was, therefore, for goods not being landed in good condition, according to the bills of lading, from Hobson's Bay. <box>558 688 729 726</box>
article-paragraph: The House then adjourned. <box>924 582 993 590</box>
article-paragraph: Mr. Finlay seconded this motion, which was carried unanimously. <box>378 461 549 477</box>
sub-heading: To the Editor of the New-Zealander. <box>777 541 870 549</box>
article-paragraph: In the upper story, which bye the bye is on a level with the ground at the rear of the premises, is situated the large boiling copper, capable of holding over 18 barrels. Into this the wort from a large mash tun of still larger dimensions was being raised by a force pump at the time we were present. The water in the first instance, however, is raised into a tank on the same level as the copper from a deep well on the premises by means of two workers worked by an engine of six horse power, this engine also performing the work of grinding the malt. There are in the rear of the main building two other buildings containing two engines, malting floors, granary, furnace room and the drying kiln over the latter. <box>18 305 189 396</box>
article-paragraph: John William Matthews, sworn, stated: I am ledger keeper in the Bank of New South Wales. I saw the cheque now produced at the bank; it was presented by the last witness, Mr. Rayner, last Wednesday. I did not cash the cheque, because Mr. Nicol had no account there. I know Henry Nicol's signature: this is spelt wrong. Had I not known his signature I might have passed it. The signature on the cheque is not at all like Mr. Nicol's signature. <box>558 272 729 326</box>
sub-heading: (FROM OUR CORRESPONDENT.) <box>236 149 331 157</box>
article-paragraph: The Coloured Opera Troupe will perform this evening, and again on Saturday, which will be positively the last appearance of this band of sable brethren, who have enlisted into their ranks Mr. Jacob Ryan, the coloured Irish comedian, who makes a first appearance before an Auckland public this night. <box>18 833 189 871</box>
article-paragraph: Henry Nichols, sworn, stated: I am a farmer, living at East Tamaki, between Howick and Otahuhu. I have seen the prisoner in Howick. The cheque produced does not bear my signature; I suppose it is intended to represent mine; I suppose it is calculated to deceive an ordinary person; my name is not spelt the same, but it is pronounced the same way as that spelt on the cheque. <box>558 327 729 373</box>
banner-heading: General Assembly of New Zealand. <box>920 166 1088 179</box>
article-paragraph: Some notices of motion were given, and <box>924 611 1026 619</box>
article-paragraph: Sufficient is my word to you, <box>744 695 818 703</box>
article-paragraph: The charge was then read over to the prisoner, who was asked whether he wished to say anything, but cautioned that it would be taken down and used against him on his trial. The prisoner wished to say nothing. <box>558 152 729 183</box>
article-paragraph: The House met at 12 o'clock. <box>924 201 998 209</box>
article-paragraph: Mr. Marriott moved, "That the motion standing in Mr. Darby's name be adopted:—That instructions be given to the engineer to examine the city levels thoroughly, and to report to the Board his opinion as to their general correctness; also, to report to the Board any alterations or modifications that he may think necessary for the public convenience, that the levels may be as perfect and complete as possible; the report to be brought up on Monday, September 8th, 1862." <box>378 479 549 540</box>
article-paragraph: The meeting then separated. <box>384 684 455 692</box>
article-paragraph: S. Brown v. J. V. Marston.—Promissory note, £35. Settled. <box>384 874 533 882</box>
date-line: TUESDAY, AUGUST 5, 1862. <box>959 742 1049 750</box>
article-paragraph: Mackay v. McGhee.—No appearance; case dismissed. Francis Murray was charged by Robert Dow, Chief Officer of the barque Dunedin, with assaulting him on Sunday last, so that he was afraid to go to the said vessel. <box>738 48 909 79</box>
article-paragraph: factory. The Great Republic Company, Inkerman lead, have been successful in discovering another lead in their workings of extraordinary richness. This discovery had the effect of raising the value of shares in the company from about £100 to over £1100. The Hand in Hand Company have also discovered some very remunerative ground in their claim. <box>918 35 1090 80</box>
article-paragraph: By the Eugenie we have received Melbourne papers to the 1st inst. <box>738 987 909 1002</box>
article-paragraph: The movement in aid of the Lancashire relief fund continues to progress. We learn that the Sydney committee have now upwards of £2000 in hand, and meetings in support of the object have been attended with most satisfactory results at Windsor, Parramatta, and other inland towns. <box>738 863 909 901</box>
article-paragraph: T. Philipson v. C. Hookes.—This was an action to recover on a promissory note for £30. Judgment for plaintiff. <box>378 756 549 771</box>
article-paragraph: In the general dearth of news during the parliamentary recess, the papers have fallen back upon matters of local interest, and from the published Miners' Surveying reports for June, which appear in the Melbourne Herald of the 31st, and form a most interesting and instructive article, we extract the following. <box>738 1053 909 1092</box>
article-paragraph: Mr. Cadman rose to move—"That the engineer be requested to examine Chancery-lane and its neighbourhood, West Queen-street and its neighbourhood, and to report to the Board the best and cheapest manner of making some sanitary improvement in those localities; also to report to the Board what further steps the Board can take to improve the sanitary state of the city generally." <box>378 307 549 353</box>
separator-rule <box>768 458 879 459</box>
article-paragraph: On Monday evening last, the members of the Essay and Discussion Class in connection with the Young Men's Christian Association, met pursuant to adjournment, to continue the debate upon the following subject:—'Is War justifiable, and if so under what circumstances?' The question was opened on the preceding Monday evening by Mr. White, in a lucid and able address, and was continued with much ability during that and the subsequent sitting by a large number of the members. Their views upon the question were of course various. Some opposed the practice of war upon purely christian principles, and ignored both aggressive and defensive warfare—others contended themselves to the latter phase as a matter of necessity, while the remainder advocated the use of both extremes, and based their argument upon the fact that although War is an evil in the abstract, it oftentimes becomes a necessity for the correction of still greater evils, and that could mankind be regenerated and sin be extirpated from the world, war of itself would then be a thing of the past. <box>18 702 189 831</box>
article-paragraph: Mr. R. GRAHAM postponed until Wednesday next the motion standing in his name—'That all correspondence between the Colonial Government and Mr. Morrison, the New Zealand Government agent, relative to sending guano to this Colony, be laid on the table.' <box>918 452 1090 491</box>
article-paragraph: On the motion of Mr. Finlay, seconded by Mr. Beveridge, Mr. Darby was elected Chairman, and <box>198 906 369 921</box>
section-heading: MONGONUI.—OPENING OF THE RUNUNGA. <box>219 312 348 329</box>
section-heading: RESIDENT MAGISTRATE'S COURT. <box>393 954 534 964</box>
